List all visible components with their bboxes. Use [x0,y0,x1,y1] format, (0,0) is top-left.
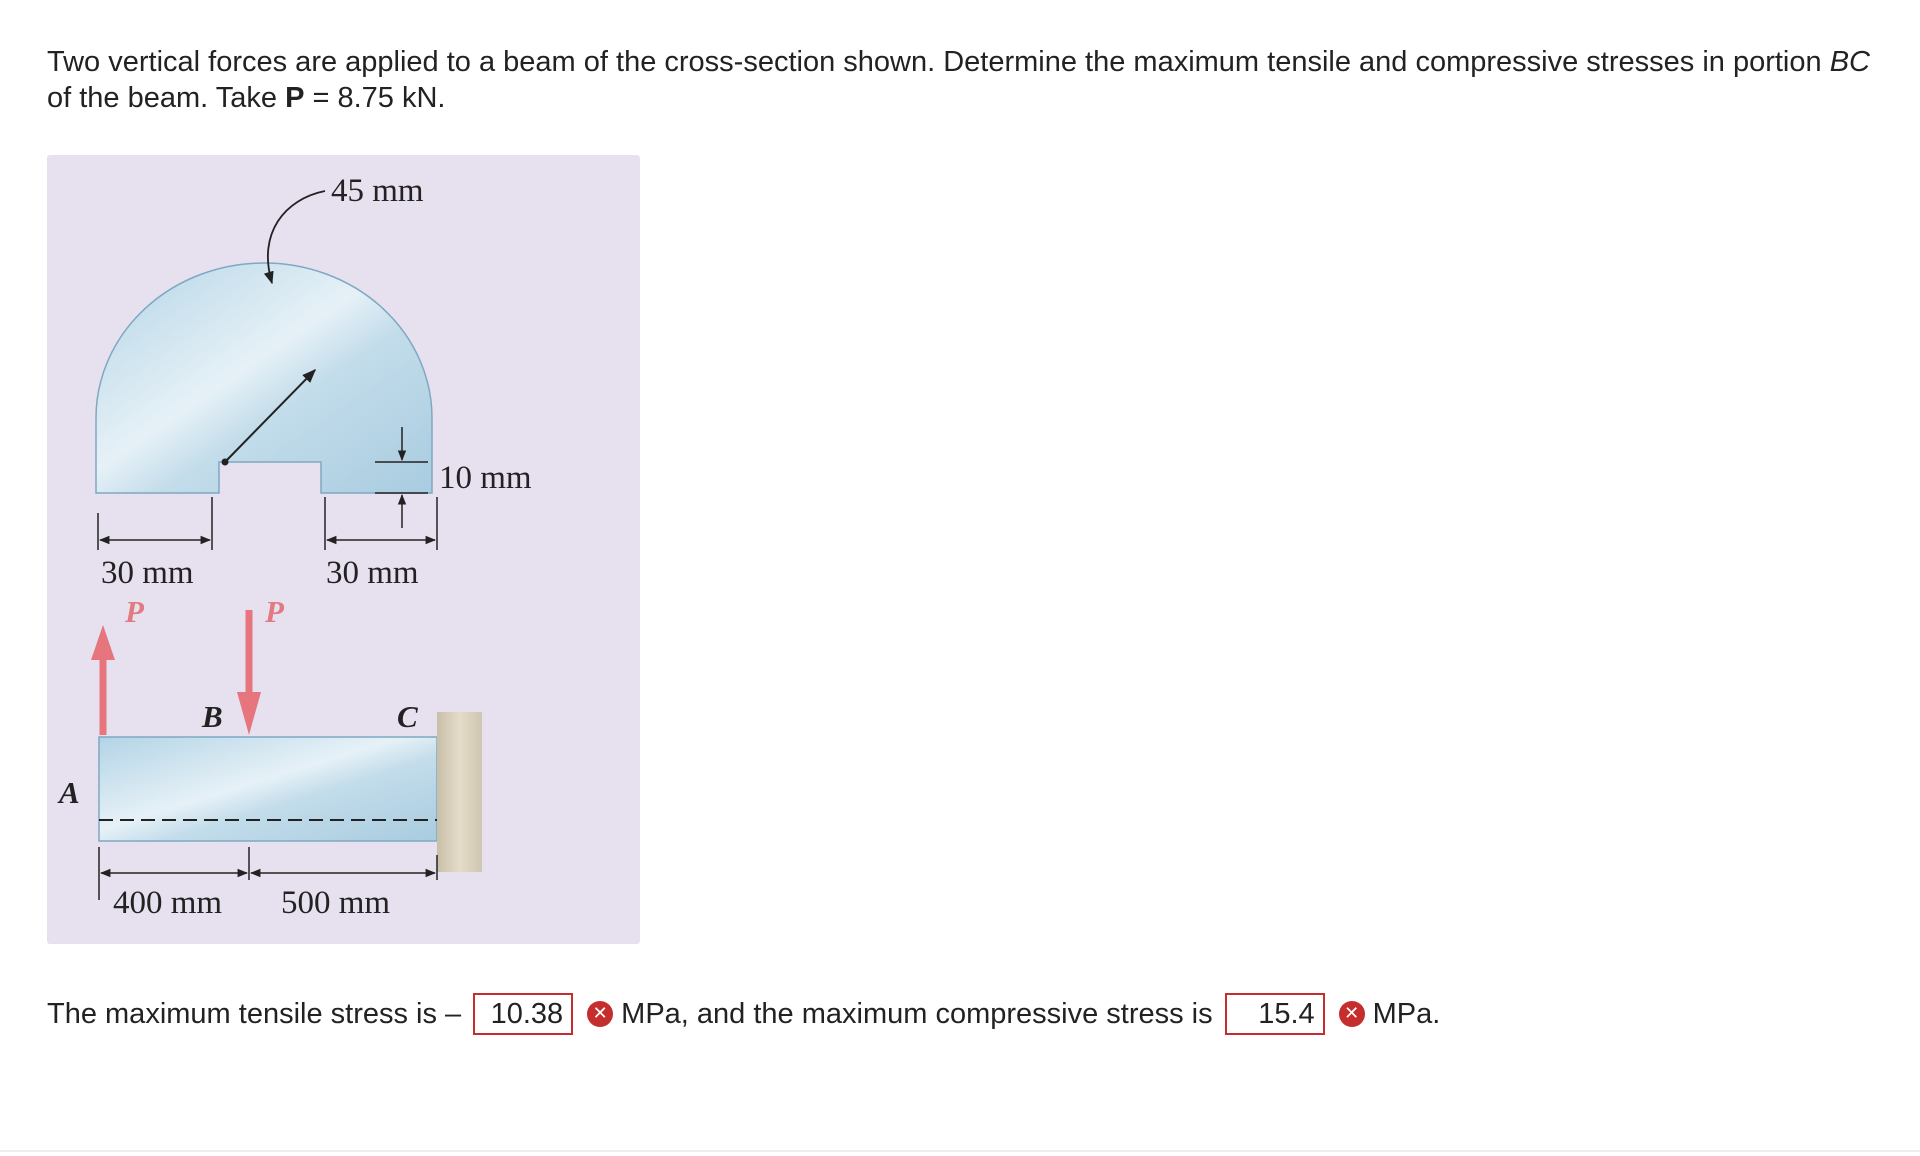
problem-text: Two vertical forces are applied to a beam of the cross-section shown. Determine the maximum tensile and compressive stresses in portion [47,46,1830,78]
problem-text: of the beam. Take [47,82,286,114]
beam-diagram [47,155,640,944]
force-left-label: P [125,594,144,629]
center-point [222,459,229,466]
load-value: = 8.75 kN. [304,82,446,114]
thickness-label: 10 mm [439,460,532,496]
problem-statement [47,44,1887,116]
load-variable: P [285,82,305,114]
incorrect-x-icon: ✕ [587,1001,613,1027]
tensile-stress-input[interactable]: 10.38 [473,993,573,1035]
force-right-label: P [265,594,284,629]
span-ab-label: 400 mm [113,885,223,921]
answer-text-tensile: The maximum tensile stress is – [47,997,462,1030]
force-up-head [91,625,115,660]
radius-label: 45 mm [331,173,424,209]
answer-text-compressive: MPa, and the maximum compressive stress is [621,997,1213,1030]
answer-unit: MPa. [1372,997,1441,1030]
beam-body [99,737,437,841]
point-a-label: A [59,775,80,810]
right-width-label: 30 mm [326,555,419,591]
portion-label: BC [1829,46,1870,78]
fixed-wall [437,712,482,872]
force-down-head [237,692,261,735]
beam-figure [47,155,640,944]
cross-section-notch [96,263,432,493]
point-b-label: B [202,699,223,734]
answer-line [47,990,1440,1038]
incorrect-x-icon: ✕ [1339,1001,1365,1027]
left-width-label: 30 mm [101,555,194,591]
span-bc-label: 500 mm [281,885,391,921]
bottom-divider [0,1150,1920,1152]
compressive-stress-input[interactable]: 15.4 [1225,993,1325,1035]
point-c-label: C [397,699,418,734]
